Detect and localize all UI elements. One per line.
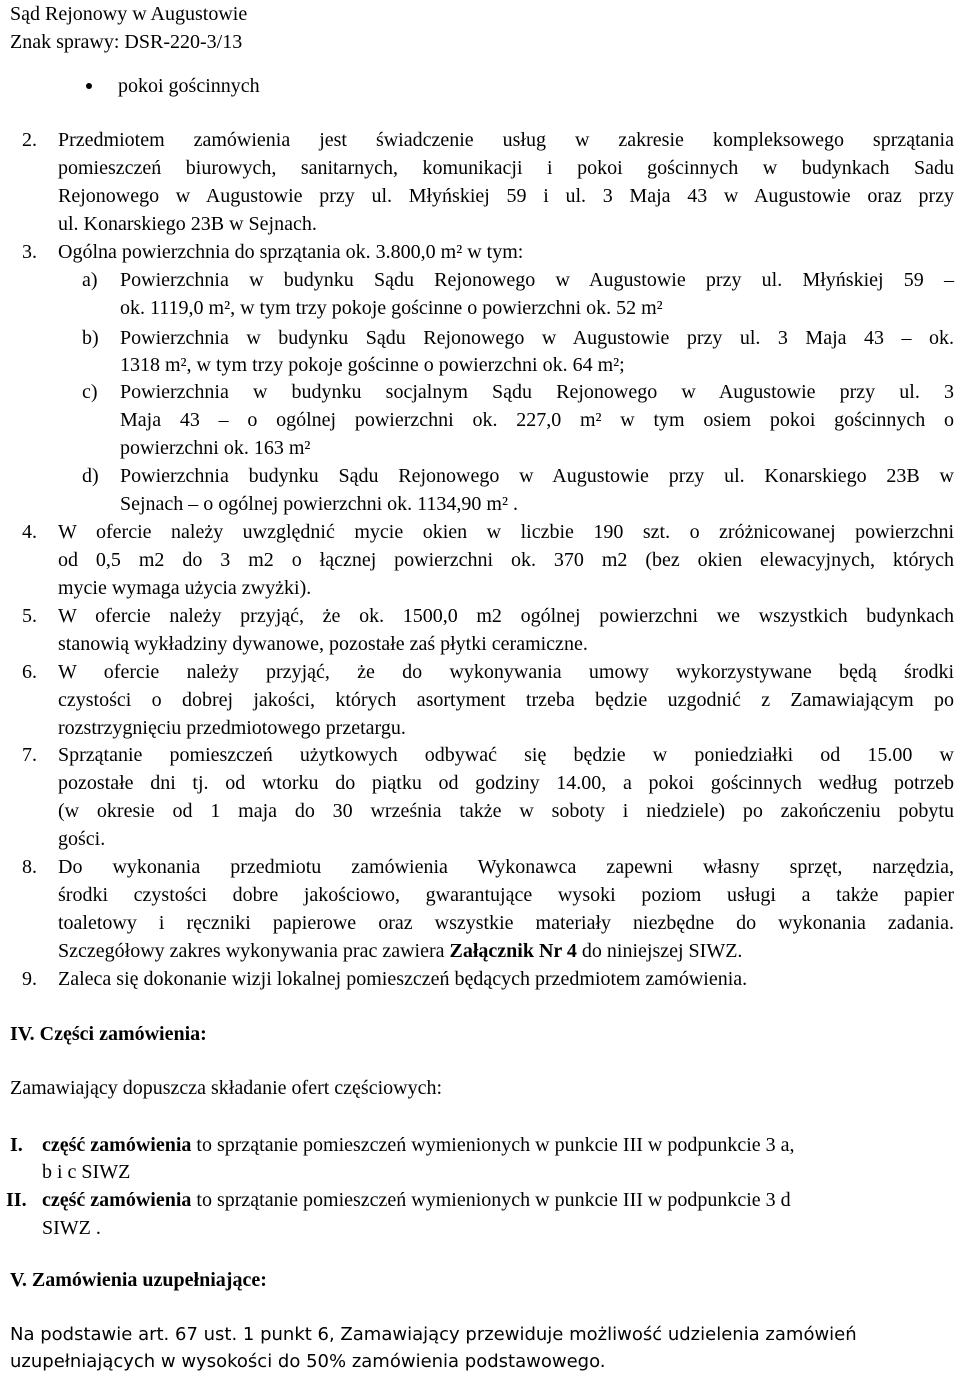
section-heading: V. Zamówienia uzupełniające:	[10, 1269, 267, 1291]
subitem-marker: a)	[82, 269, 98, 291]
part-label: część zamówienia	[42, 1189, 192, 1211]
subitem-marker: d)	[82, 465, 99, 487]
paragraph-line: czystości o dobrej jakości, których asortyment trzeba będzie uzgodnić z Zamawiającym po	[58, 689, 954, 711]
paragraph-line: pomieszczeń biurowych, sanitarnych, komunikacji i pokoi gościnnych w budynkach Sadu	[58, 157, 954, 179]
subitem-marker: c)	[82, 381, 98, 403]
paragraph-line: pozostałe dni tj. od wtorku do piątku od godziny 14.00, a pokoi gościnnych według potrzeb	[58, 772, 954, 794]
section-paragraph: Na podstawie art. 67 ust. 1 punkt 6, Zamawiający przewiduje możliwość udzielenia zamówień	[10, 1324, 857, 1345]
paragraph-line	[58, 941, 742, 961]
item-number: 8.	[22, 856, 37, 878]
item-number: 2.	[22, 129, 37, 151]
paragraph-line: W ofercie należy przyjąć, że ok. 1500,0 m2 ogólnej powierzchni we wszystkich budynkach	[58, 605, 954, 627]
subitem-line: Powierzchnia w budynku socjalnym Sądu Rejonowego w Augustowie przy ul. 3	[120, 381, 954, 403]
subitem-line: Maja 43 – o ogólnej powierzchni ok. 227,0 m² w tym osiem pokoi gościnnych o	[120, 409, 954, 431]
part-line	[42, 1190, 791, 1210]
paragraph-line: Rejonowego w Augustowie przy ul. Młyńskiej 59 i ul. 3 Maja 43 w Augustowie oraz przy	[58, 185, 954, 207]
bullet-icon	[86, 83, 92, 89]
paragraph-line: (w okresie od 1 maja do 30 września także w soboty i niedziele) po zakończeniu pobytu	[58, 800, 954, 822]
paragraph-line: gości.	[58, 828, 106, 850]
subitem-line: powierzchni ok. 163 m²	[120, 437, 311, 459]
bullet-item: pokoi gościnnych	[118, 75, 260, 97]
subitem-line: ok. 1119,0 m², w tym trzy pokoje gościnne o powierzchni ok. 52 m²	[120, 297, 663, 319]
paragraph-line: Sprzątanie pomieszczeń użytkowych odbywać się będzie w poniedziałki od 15.00 w	[58, 744, 954, 766]
item-number: 9.	[22, 968, 37, 990]
paragraph-line: środki czystości dobre jakościowo, gwarantujące wysoki poziom usługi a także papier	[58, 884, 954, 906]
part-line: b i c SIWZ	[42, 1161, 131, 1183]
paragraph-line: Do wykonania przedmiotu zamówienia Wykonawca zapewni własny sprzęt, narzędzia,	[58, 856, 954, 878]
paragraph-line: toaletowy i ręczniki papierowe oraz wszystkie materiały niezbędne do wykonania zadania.	[58, 912, 954, 934]
paragraph-line: Przedmiotem zamówienia jest świadczenie usług w zakresie kompleksowego sprzątania	[58, 129, 954, 151]
subitem-line: Powierzchnia w budynku Sądu Rejonowego w Augustowie przy ul. 3 Maja 43 – ok.	[120, 327, 954, 349]
part-line: SIWZ .	[42, 1217, 101, 1239]
item-number: 5.	[22, 605, 37, 627]
paragraph-line: W ofercie należy uwzględnić mycie okien w liczbie 190 szt. o zróżnicowanej powierzchni	[58, 521, 954, 543]
text-run: Szczegółowy zakres wykonywania prac zawiera	[58, 940, 450, 962]
text-run: do niniejszej SIWZ.	[576, 940, 743, 962]
subitem-line: Sejnach – o ogólnej powierzchni ok. 1134,90 m² .	[120, 493, 518, 515]
part-line	[42, 1135, 795, 1155]
item-number: 4.	[22, 521, 37, 543]
subitem-line: 1318 m², w tym trzy pokoje gościnne o powierzchni ok. 64 m²;	[120, 354, 625, 376]
court-name: Sąd Rejonowy w Augustowie	[10, 3, 248, 25]
paragraph-line: Zaleca się dokonanie wizji lokalnej pomieszczeń będących przedmiotem zamówienia.	[58, 968, 748, 990]
subitem-marker: b)	[82, 327, 99, 349]
section-paragraph: uzupełniających w wysokości do 50% zamówienia podstawowego.	[10, 1351, 606, 1372]
subitem-line: Powierzchnia budynku Sądu Rejonowego w Augustowie przy ul. Konarskiego 23B w	[120, 465, 954, 487]
paragraph-line: W ofercie należy przyjąć, że do wykonywania umowy wykorzystywane będą środki	[58, 661, 954, 683]
paragraph-line: rozstrzygnięciu przedmiotowego przetargu.	[58, 717, 406, 739]
paragraph-line: Ogólna powierzchnia do sprzątania ok. 3.800,0 m² w tym:	[58, 241, 524, 263]
paragraph-line: od 0,5 m2 do 3 m2 o łącznej powierzchni ok. 370 m2 (bez okien elewacyjnych, których	[58, 549, 954, 571]
paragraph-line: ul. Konarskiego 23B w Sejnach.	[58, 213, 317, 235]
part-label: część zamówienia	[42, 1134, 192, 1156]
case-number: Znak sprawy: DSR-220-3/13	[10, 31, 243, 53]
attachment-reference: Załącznik Nr 4	[449, 940, 577, 962]
paragraph-line: mycie wymaga użycia zwyżki).	[58, 577, 312, 599]
item-number: 6.	[22, 661, 37, 683]
section-intro: Zamawiający dopuszcza składanie ofert częściowych:	[10, 1077, 443, 1099]
text-run: to sprzątanie pomieszczeń wymienionych w punkcie III w podpunkcie 3 a,	[191, 1134, 795, 1156]
text-run: to sprzątanie pomieszczeń wymienionych w punkcie III w podpunkcie 3 d	[191, 1189, 791, 1211]
item-number: 7.	[22, 744, 37, 766]
part-marker: II.	[6, 1189, 27, 1211]
item-number: 3.	[22, 241, 37, 263]
section-heading: IV. Części zamówienia:	[10, 1023, 207, 1045]
paragraph-line: stanowią wykładziny dywanowe, pozostałe zaś płytki ceramiczne.	[58, 633, 588, 655]
part-marker: I.	[10, 1134, 23, 1156]
subitem-line: Powierzchnia w budynku Sądu Rejonowego w Augustowie przy ul. Młyńskiej 59 –	[120, 269, 954, 291]
